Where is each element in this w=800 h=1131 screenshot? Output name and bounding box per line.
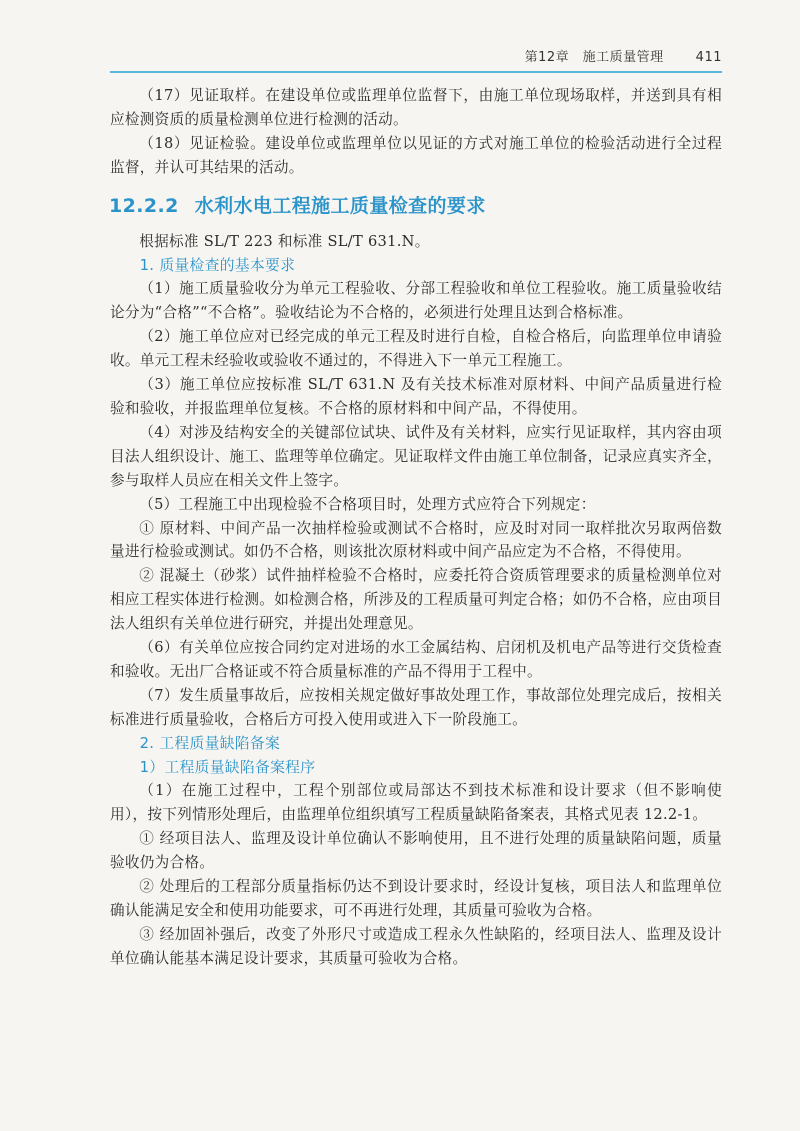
paragraph-18: （18）见证检验。建设单位或监理单位以见证的方式对施工单位的检验活动进行全过程监督，并认可其结果的活动。 [110,134,722,176]
header-rule [110,71,722,73]
paragraph: （3）施工单位应按标准 SL/T 631.N 及有关技术标准对原材料、中间产品质量进行检验和验收，并报监理单位复核。不合格的原材料和中间产品，不得使用。 [110,376,722,417]
paragraph: （6）有关单位应按合同约定对进场的水工金属结构、启闭机及机电产品等进行交货检查和验收。无出厂合格证或不符合质量标准的产品不得用于工程中。 [110,639,722,680]
paragraph: （1）施工质量验收分为单元工程验收、分部工程验收和单位工程验收。施工质量验收结论分为“合格”“不合格”。验收结论为不合格的，必须进行处理且达到合格标准。 [110,280,722,322]
chapter-title: 第12章 施工质量管理 [524,50,664,65]
paragraph: ③ 经加固补强后，改变了外形尺寸或造成工程永久性缺陷的，经项目法人、监理及设计单位确认能基本满足设计要求，其质量可验收为合格。 [110,925,722,967]
paragraph: （5）工程施工中出现检验不合格项目时，处理方式应符合下列规定： [139,495,596,513]
section-title: 水利水电工程施工质量检查的要求 [194,194,486,217]
paragraph: （4）对涉及结构安全的关键部位试块、试件及有关材料，应实行见证取样，其内容由项目法人组织设计、施工、监理等单位确定。见证取样文件由施工单位制备，记录应真实齐全，参与取样人员应在相关文件上签字。 [110,423,722,489]
paragraph: （2）施工单位应对已经完成的单元工程及时进行自检，自检合格后，向监理单位申请验收。单元工程未经验收或验收不通过的，不得进入下一单元工程施工。 [110,328,722,370]
paragraph: ① 经项目法人、监理及设计单位确认不影响使用，且不进行处理的质量缺陷问题，质量验收仍为合格。 [110,830,722,872]
paragraph: ② 处理后的工程部分质量指标仍达不到设计要求时，经设计复核，项目法人和监理单位确认能满足安全和使用功能要求，可不再进行处理，其质量可验收为合格。 [110,878,722,919]
section-heading [109,192,722,220]
subheading-defect-procedure: 1）工程质量缺陷备案程序 [139,758,316,776]
paragraph: ② 混凝土（砂浆）试件抽样检验不合格时，应委托符合资质管理要求的质量检测单位对相应工程实体进行检测。如检测合格，所涉及的工程质量可判定合格；如仍不合格，应由项目法人组织有关单位进行研究，并提出处理意见。 [110,567,722,633]
standard-line: 根据标准 SL/T 223 和标准 SL/T 631.N。 [139,232,430,250]
running-head [525,46,722,65]
subheading-quality-check: 1. 质量检查的基本要求 [139,256,296,274]
page-number: 411 [695,50,722,65]
page-body [110,84,722,971]
paragraph: （7）发生质量事故后，应按相关规定做好事故处理工作，事故部位处理完成后，按相关标准进行质量验收，合格后方可投入使用或进入下一阶段施工。 [110,686,722,728]
paragraph-17: （17）见证取样。在建设单位或监理单位监督下，由施工单位现场取样，并送到具有相应检测资质的质量检测单位进行检测的活动。 [110,87,722,128]
paragraph: ① 原材料、中间产品一次抽样检验或测试不合格时，应及时对同一取样批次另取两倍数量进行检验或测试。如仍不合格，则该批次原材料或中间产品应定为不合格，不得使用。 [110,519,722,561]
subheading-defect-filing: 2. 工程质量缺陷备案 [139,734,281,752]
section-number: 12.2.2 [109,194,179,217]
paragraph: （1）在施工过程中，工程个别部位或局部达不到技术标准和设计要求（但不影响使用），按下列情形处理后，由监理单位组织填写工程质量缺陷备案表，其格式见表 12.2-1。 [110,782,722,824]
